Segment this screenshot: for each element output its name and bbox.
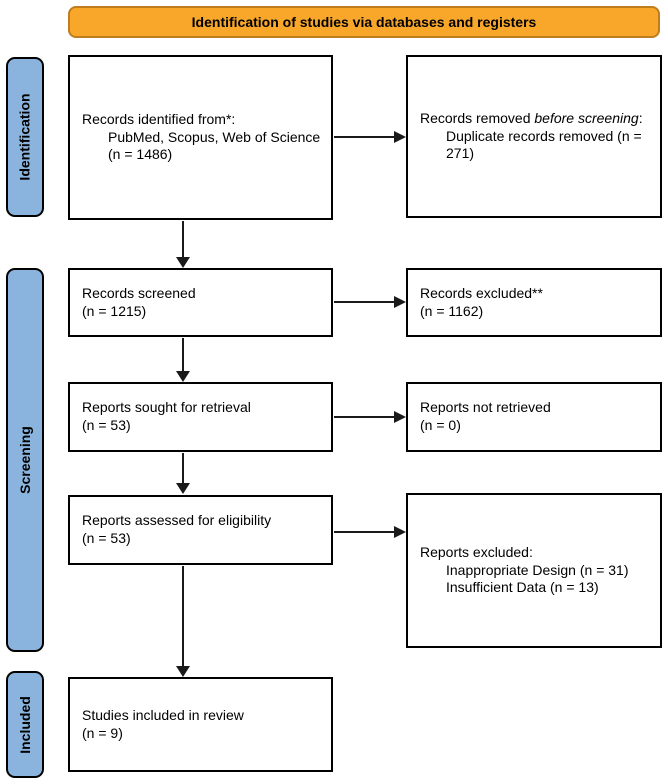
- records-excluded-line1: Records excluded**: [420, 284, 543, 301]
- arrow-down-icon: [176, 257, 190, 268]
- records-excluded-line2: (n = 1162): [420, 302, 484, 319]
- records-removed-prefix: Records removed: [420, 110, 535, 127]
- reports-assessed-line1: Reports assessed for eligibility: [82, 512, 272, 529]
- box-records-excluded: [406, 268, 662, 337]
- box-records-identified: [68, 55, 333, 220]
- reports-sought-line1: Reports sought for retrieval: [82, 399, 251, 416]
- arrow-right-icon: [394, 411, 406, 423]
- banner-label: Identification of studies via databases and registers: [191, 14, 537, 30]
- box-studies-included: [68, 677, 333, 772]
- arrow-right-icon: [394, 296, 406, 308]
- records-identified-line2: PubMed, Scopus, Web of Science (n = 1486): [108, 128, 321, 163]
- records-identified-line1: Records identified from*:: [82, 111, 236, 128]
- arrow-right-icon: [394, 131, 406, 143]
- records-removed-line2: Duplicate records removed (n = 271): [446, 127, 642, 162]
- banner-identification-via-databases: [68, 6, 660, 38]
- stage-label-screening-text: Screening: [17, 426, 34, 494]
- box-reports-excluded: [406, 493, 662, 648]
- box-reports-not-retrieved: [406, 382, 662, 452]
- stage-label-included: [6, 671, 44, 778]
- records-removed-line1: [420, 110, 650, 128]
- arrow-down-icon: [176, 483, 190, 494]
- studies-included-line1: Studies included in review: [82, 706, 244, 723]
- box-records-screened: [68, 268, 333, 337]
- box-reports-assessed: [68, 495, 333, 565]
- arrow-shaft: [334, 301, 394, 303]
- records-removed-italic: before screening: [534, 110, 639, 127]
- arrow-shaft: [182, 566, 184, 667]
- reports-excluded-line1: Reports excluded:: [420, 544, 533, 561]
- arrow-shaft: [182, 338, 184, 372]
- arrow-right-icon: [394, 526, 406, 538]
- records-screened-line1: Records screened: [82, 284, 196, 301]
- arrow-shaft: [334, 416, 394, 418]
- arrow-shaft: [182, 221, 184, 258]
- stage-label-identification: [6, 57, 44, 217]
- stage-label-screening: [6, 268, 44, 652]
- reports-assessed-line2: (n = 53): [82, 530, 131, 546]
- studies-included-line2: (n = 9): [82, 724, 123, 741]
- reports-not-retrieved-line1: Reports not retrieved: [420, 399, 551, 416]
- arrow-down-icon: [176, 666, 190, 677]
- stage-label-identification-text: Identification: [17, 93, 33, 181]
- arrow-shaft: [182, 453, 184, 484]
- reports-excluded-line3: Insufficient Data (n = 13): [446, 579, 599, 596]
- arrow-shaft: [334, 531, 394, 533]
- arrow-down-icon: [176, 371, 190, 382]
- reports-sought-line2: (n = 53): [82, 417, 131, 433]
- records-removed-suffix: :: [638, 110, 643, 127]
- reports-excluded-line2: Inappropriate Design (n = 31): [446, 561, 629, 578]
- records-screened-line2: (n = 1215): [82, 302, 147, 319]
- stage-label-included-text: Included: [17, 695, 33, 754]
- box-records-removed: [406, 55, 662, 218]
- reports-not-retrieved-line2: (n = 0): [420, 417, 461, 433]
- box-reports-sought: [68, 382, 333, 452]
- arrow-shaft: [334, 136, 394, 138]
